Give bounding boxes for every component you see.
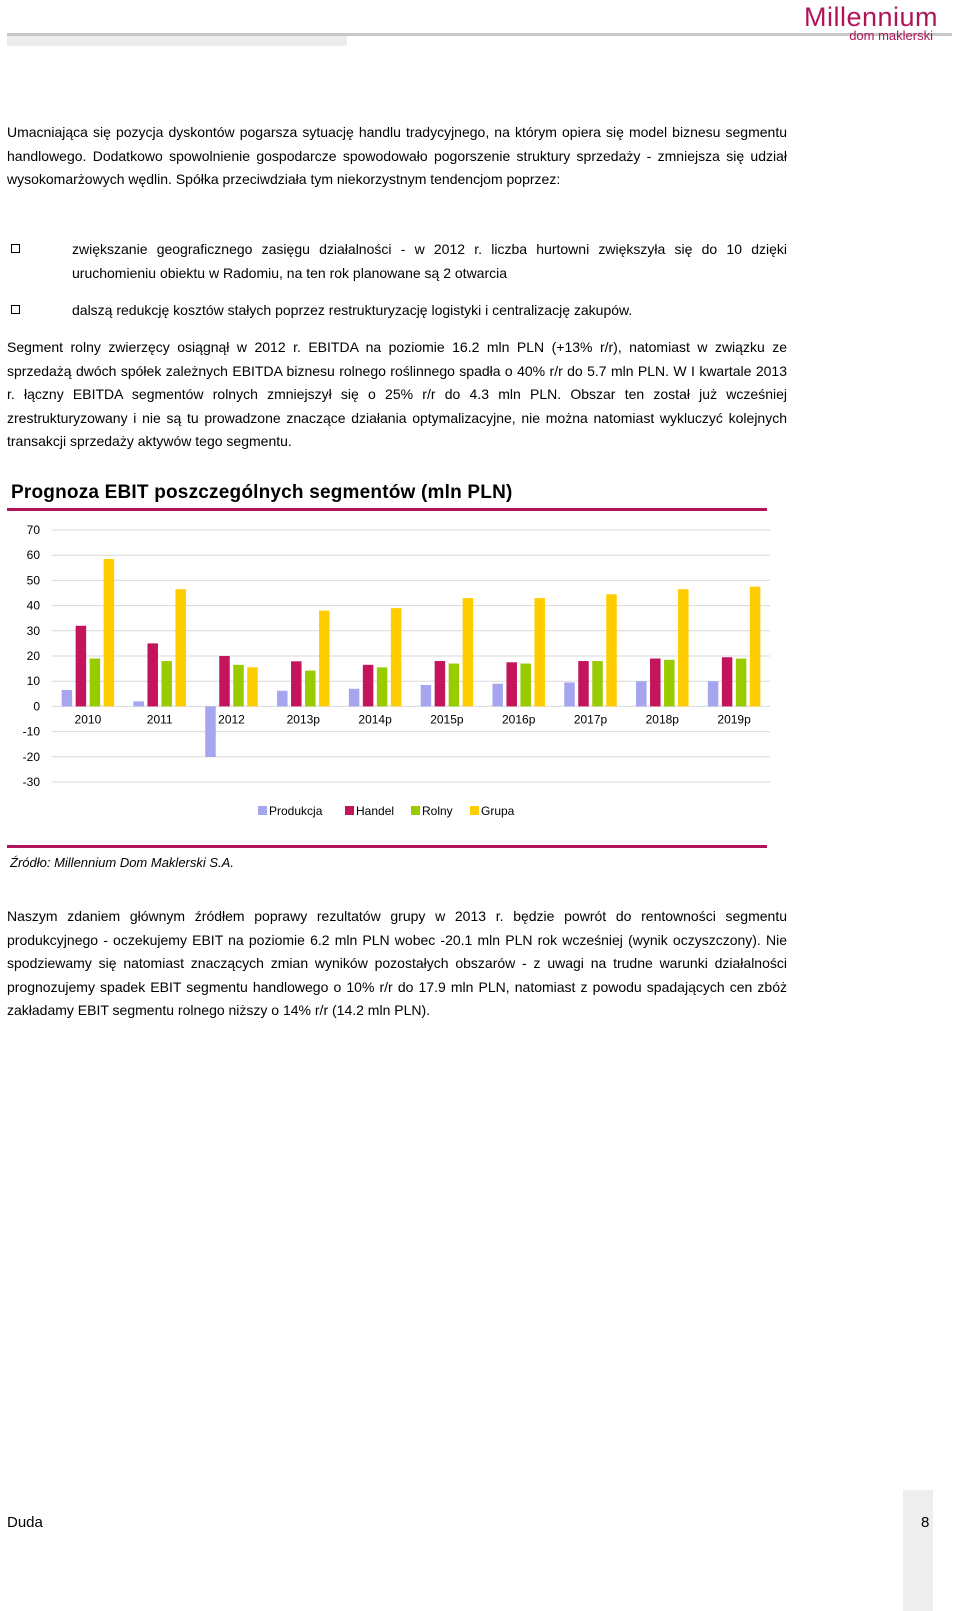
bar-produkcja-2016p xyxy=(492,684,503,707)
bar-rolny-2016p xyxy=(520,664,531,707)
legend-swatch-grupa xyxy=(470,806,479,815)
x-tick-label: 2016p xyxy=(502,712,536,727)
checkbox-bullet-icon xyxy=(11,305,20,314)
paragraph-intro: Umacniająca się pozycja dyskontów pogarsza sytuację handlu tradycyjnego, na którym opiera się model biznesu segmentu handlowego. Dodatkowo spowolnienie gospodarcze spowodowało pogorszenie struktury sprzedaży - zmniejsza się udział wysokomarżowych wędlin. Spółka przeciwdziała tym niekorzystnym tendencjom poprzez: xyxy=(7,124,787,187)
bar-grupa-2019p xyxy=(750,587,761,707)
bar-produkcja-2014p xyxy=(349,689,360,707)
x-tick-label: 2018p xyxy=(645,712,679,727)
x-tick-label: 2015p xyxy=(430,712,464,727)
bullet-text-1: zwiększanie geograficznego zasięgu działalności - w 2012 r. liczba hurtowni zwiększyła się do 10 dzięki uruchomieniu obiektu w Radomiu, na ten rok planowane są 2 otwarcia xyxy=(72,241,787,281)
logo-main-text: Millennium xyxy=(803,2,938,32)
bar-produkcja-2019p xyxy=(708,681,719,706)
y-tick-label: 10 xyxy=(26,674,40,689)
y-tick-label: -30 xyxy=(22,775,40,789)
header-rule-shade xyxy=(7,36,347,46)
legend-label-rolny: Rolny xyxy=(422,804,453,818)
legend-swatch-produkcja xyxy=(258,806,267,815)
checkbox-bullet-icon xyxy=(11,244,20,253)
legend-swatch-handel xyxy=(345,806,354,815)
y-tick-label: 30 xyxy=(26,623,40,638)
bar-handel-2011 xyxy=(147,643,158,706)
x-tick-label: 2012 xyxy=(218,712,245,727)
y-tick-label: 40 xyxy=(26,598,40,613)
x-tick-label: 2013p xyxy=(286,712,320,727)
bullet-item-2 xyxy=(7,299,787,323)
bar-rolny-2018p xyxy=(664,660,675,707)
bar-rolny-2014p xyxy=(377,667,388,706)
x-tick-label: 2017p xyxy=(573,712,608,727)
bar-grupa-2017p xyxy=(606,594,617,706)
y-tick-label: 70 xyxy=(26,523,40,537)
legend-swatch-rolny xyxy=(411,806,420,815)
y-tick-label: -20 xyxy=(22,749,40,764)
bar-produkcja-2018p xyxy=(636,681,647,706)
bar-produkcja-2015p xyxy=(421,685,432,706)
bar-grupa-2013p xyxy=(319,611,330,707)
bar-rolny-2013p xyxy=(305,671,316,707)
logo-sub-text: dom maklerski xyxy=(849,28,933,43)
bar-rolny-2019p xyxy=(736,659,747,707)
bar-produkcja-2012 xyxy=(205,706,216,757)
bar-handel-2019p xyxy=(722,657,733,706)
footer-author: Duda xyxy=(7,1514,43,1531)
legend-label-grupa: Grupa xyxy=(481,804,515,818)
chart-title: Prognoza EBIT poszczególnych segmentów (mln PLN) xyxy=(11,482,513,503)
bar-grupa-2010 xyxy=(104,559,115,706)
bar-rolny-2011 xyxy=(161,661,172,706)
bullet-item-1 xyxy=(7,238,787,286)
chart-source: Źródło: Millennium Dom Maklerski S.A. xyxy=(10,855,234,870)
bar-rolny-2017p xyxy=(592,661,603,706)
paragraph-rolny: Segment rolny zwierzęcy osiągnął w 2012 r. EBITDA na poziomie 16.2 mln PLN (+13% r/r), natomiast w związku ze sprzedażą dwóch spółek zależnych EBITDA biznesu rolnego roślinnego spadła o 40% r/r do 5.7 mln PLN. W I kwartale 2013 r. łączny EBITDA segmentów rolnych zmniejszył się o 25% r/r do 4.3 mln PLN. Obszar ten został już wcześniej zrestrukturyzowany i nie są tu prowadzone znaczące działania optymalizacyjne, nie można natomiast wykluczyć kolejnych transakcji sprzedaży aktywów tego segmentu. xyxy=(7,339,787,449)
bar-handel-2017p xyxy=(578,661,589,706)
footer-page-strip xyxy=(903,1490,933,1611)
bar-handel-2018p xyxy=(650,659,661,707)
bar-handel-2016p xyxy=(506,662,517,706)
chart-rule-top xyxy=(7,508,767,511)
x-tick-label: 2014p xyxy=(358,712,392,727)
bar-rolny-2012 xyxy=(233,665,244,707)
chart-rule-bottom xyxy=(7,845,767,848)
y-tick-label: 20 xyxy=(26,649,40,663)
bar-handel-2015p xyxy=(435,661,446,706)
bar-grupa-2011 xyxy=(175,589,186,706)
bar-produkcja-2011 xyxy=(133,701,144,706)
brand-logo xyxy=(804,2,938,42)
x-tick-label: 2011 xyxy=(146,712,173,727)
ebit-bar-chart xyxy=(0,515,780,840)
paragraph-outlook: Naszym zdaniem głównym źródłem poprawy rezultatów grupy w 2013 r. będzie powrót do rentowności segmentu produkcyjnego - oczekujemy EBIT na poziomie 6.2 mln PLN wobec -20.1 mln PLN rok wcześniej (wynik oczyszczony). Nie spodziewamy się natomiast znaczących zmian wyników pozostałych obszarów - z uwagi na trudne warunki działalności prognozujemy spadek EBIT segmentu handlowego o 10% r/r do 17.9 mln PLN, natomiast z powodu spadających cen zbóż zakładamy EBIT segmentu rolnego niższy o 14% r/r (14.2 mln PLN). xyxy=(7,908,787,1018)
legend-label-handel: Handel xyxy=(356,804,395,818)
bar-handel-2014p xyxy=(363,665,374,707)
bar-grupa-2014p xyxy=(391,608,402,706)
y-tick-label: -10 xyxy=(22,724,40,739)
bar-grupa-2015p xyxy=(463,598,474,706)
x-tick-label: 2019p xyxy=(717,712,751,727)
bar-handel-2010 xyxy=(76,626,87,707)
bar-produkcja-2013p xyxy=(277,691,288,707)
bar-rolny-2015p xyxy=(449,664,460,707)
bar-grupa-2016p xyxy=(534,598,545,706)
y-tick-label: 50 xyxy=(26,573,40,588)
legend-label-produkcja: Produkcja xyxy=(269,804,323,818)
bar-produkcja-2017p xyxy=(564,682,575,706)
bullet-text-2: dalszą redukcję kosztów stałych poprzez restrukturyzację logistyki i centralizację zakupów. xyxy=(72,302,633,318)
y-tick-label: 0 xyxy=(33,699,40,714)
bar-handel-2013p xyxy=(291,661,302,706)
y-tick-label: 60 xyxy=(26,548,40,563)
bar-grupa-2012 xyxy=(247,667,258,706)
bar-produkcja-2010 xyxy=(62,690,73,706)
bar-handel-2012 xyxy=(219,656,230,706)
x-tick-label: 2010 xyxy=(74,712,102,727)
bar-grupa-2018p xyxy=(678,589,689,706)
page-number: 8 xyxy=(921,1514,930,1531)
bar-rolny-2010 xyxy=(90,659,101,707)
